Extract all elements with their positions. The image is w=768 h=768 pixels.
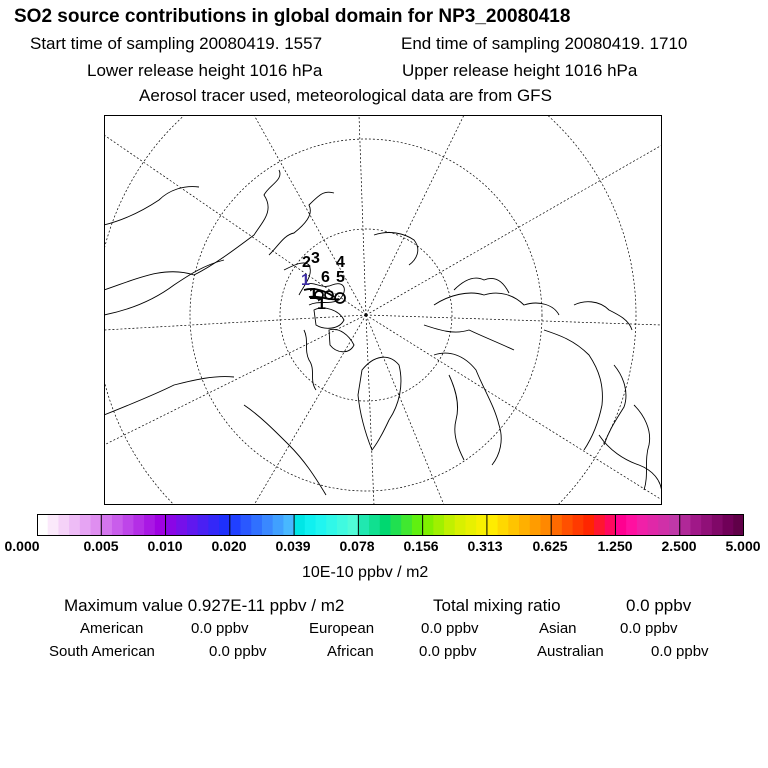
colorbar-unit: 10E-10 ppbv / m2 — [302, 564, 429, 581]
colorbar-swatch — [48, 514, 59, 536]
colorbar-swatch — [69, 514, 80, 536]
colorbar-swatch — [294, 514, 305, 536]
colorbar-swatch — [648, 514, 659, 536]
colorbar-tick: 0.005 — [83, 538, 119, 554]
colorbar-swatch — [658, 514, 669, 536]
colorbar-swatch — [326, 514, 337, 536]
region-name: Australian — [537, 643, 604, 660]
colorbar-swatch — [273, 514, 284, 536]
end-time: End time of sampling 20080419. 1710 — [401, 34, 688, 53]
colorbar-swatch — [690, 514, 701, 536]
colorbar-swatch — [519, 514, 530, 536]
plume-label-3: 3 — [311, 250, 320, 267]
tracer-note: Aerosol tracer used, meteorological data are from GFS — [139, 86, 552, 105]
colorbar-swatch — [123, 514, 134, 536]
colorbar-swatch — [176, 514, 187, 536]
colorbar-swatch — [230, 514, 241, 536]
colorbar-swatch — [423, 514, 434, 536]
region-value: 0.0 ppbv — [620, 620, 678, 637]
colorbar-swatch — [701, 514, 712, 536]
region-name: European — [309, 620, 375, 637]
colorbar-swatch — [391, 514, 402, 536]
colorbar-swatch — [455, 514, 466, 536]
colorbar-swatch — [133, 514, 144, 536]
plume-label-6: 6 — [321, 269, 330, 286]
colorbar-tick: 1.250 — [597, 538, 633, 554]
region-value: 0.0 ppbv — [651, 643, 709, 660]
region-value: 0.0 ppbv — [191, 620, 249, 637]
region-value: 0.0 ppbv — [421, 620, 479, 637]
colorbar-swatch — [412, 514, 423, 536]
colorbar-swatch — [476, 514, 487, 536]
colorbar-swatch — [712, 514, 723, 536]
colorbar-swatch — [508, 514, 519, 536]
colorbar-swatch — [583, 514, 594, 536]
map-frame — [105, 116, 662, 505]
colorbar-swatch — [358, 514, 369, 536]
colorbar-swatch — [380, 514, 391, 536]
colorbar-tick: 0.078 — [339, 538, 375, 554]
colorbar-swatch — [155, 514, 166, 536]
colorbar-swatch — [723, 514, 734, 536]
colorbar-swatch — [615, 514, 626, 536]
colorbar-tick: 0.313 — [467, 538, 503, 554]
colorbar — [37, 514, 744, 536]
plume-label-5: 5 — [336, 269, 345, 286]
colorbar-swatch — [465, 514, 476, 536]
colorbar-swatch — [187, 514, 198, 536]
region-name: South American — [49, 643, 155, 660]
colorbar-tick: 0.010 — [147, 538, 183, 554]
colorbar-swatch — [91, 514, 102, 536]
total-mixing-ratio-value: 0.0 ppbv — [626, 596, 692, 615]
colorbar-swatch — [433, 514, 444, 536]
colorbar-swatch — [80, 514, 91, 536]
colorbar-tick: 0.625 — [532, 538, 568, 554]
colorbar-swatch — [58, 514, 69, 536]
region-value: 0.0 ppbv — [419, 643, 477, 660]
colorbar-swatch — [369, 514, 380, 536]
colorbar-tick: 5.000 — [725, 538, 761, 554]
colorbar-tick: 2.500 — [661, 538, 697, 554]
colorbar-swatch — [219, 514, 230, 536]
plume-label-4: 4 — [336, 254, 345, 271]
colorbar-swatch — [540, 514, 551, 536]
upper-release-height: Upper release height 1016 hPa — [402, 61, 638, 80]
colorbar-swatch — [562, 514, 573, 536]
plume-label-1b: 1 — [309, 286, 318, 303]
colorbar-swatch — [551, 514, 562, 536]
colorbar-swatch — [37, 514, 48, 536]
colorbar-swatch — [283, 514, 294, 536]
colorbar-swatch — [637, 514, 648, 536]
colorbar-swatch — [144, 514, 155, 536]
max-value: Maximum value 0.927E-11 ppbv / m2 — [64, 596, 345, 615]
region-name: American — [80, 620, 144, 637]
lower-release-height: Lower release height 1016 hPa — [87, 61, 323, 80]
chart-title: SO2 source contributions in global domain for NP3_20080418 — [14, 6, 571, 27]
region-name: Asian — [539, 620, 577, 637]
total-mixing-ratio-label: Total mixing ratio — [433, 596, 561, 615]
colorbar-swatch — [101, 514, 112, 536]
colorbar-swatch — [680, 514, 691, 536]
colorbar-tick: 0.000 — [4, 538, 40, 554]
start-time: Start time of sampling 20080419. 1557 — [30, 34, 323, 53]
colorbar-swatch — [316, 514, 327, 536]
colorbar-swatch — [348, 514, 359, 536]
colorbar-swatch — [241, 514, 252, 536]
colorbar-swatch — [112, 514, 123, 536]
plume-label-1: 1 — [301, 272, 310, 289]
colorbar-swatch — [262, 514, 273, 536]
colorbar-swatch — [605, 514, 616, 536]
colorbar-swatch — [337, 514, 348, 536]
colorbar-tick: 0.039 — [275, 538, 311, 554]
colorbar-swatch — [487, 514, 498, 536]
colorbar-tick: 0.020 — [211, 538, 247, 554]
colorbar-swatch — [573, 514, 584, 536]
colorbar-swatch — [530, 514, 541, 536]
colorbar-swatch — [498, 514, 509, 536]
colorbar-swatch — [208, 514, 219, 536]
plume-label-1c: 1 — [317, 296, 326, 313]
colorbar-tick: 0.156 — [403, 538, 439, 554]
colorbar-swatch — [626, 514, 637, 536]
colorbar-swatch — [594, 514, 605, 536]
region-name: African — [327, 643, 374, 660]
colorbar-swatch — [444, 514, 455, 536]
colorbar-swatch — [401, 514, 412, 536]
plume-label-2: 2 — [302, 254, 311, 271]
region-value: 0.0 ppbv — [209, 643, 267, 660]
colorbar-swatch — [251, 514, 262, 536]
colorbar-swatch — [669, 514, 680, 536]
colorbar-swatch — [733, 514, 744, 536]
polar-map — [104, 115, 662, 505]
colorbar-swatch — [198, 514, 209, 536]
colorbar-swatch — [305, 514, 316, 536]
colorbar-swatch — [166, 514, 177, 536]
